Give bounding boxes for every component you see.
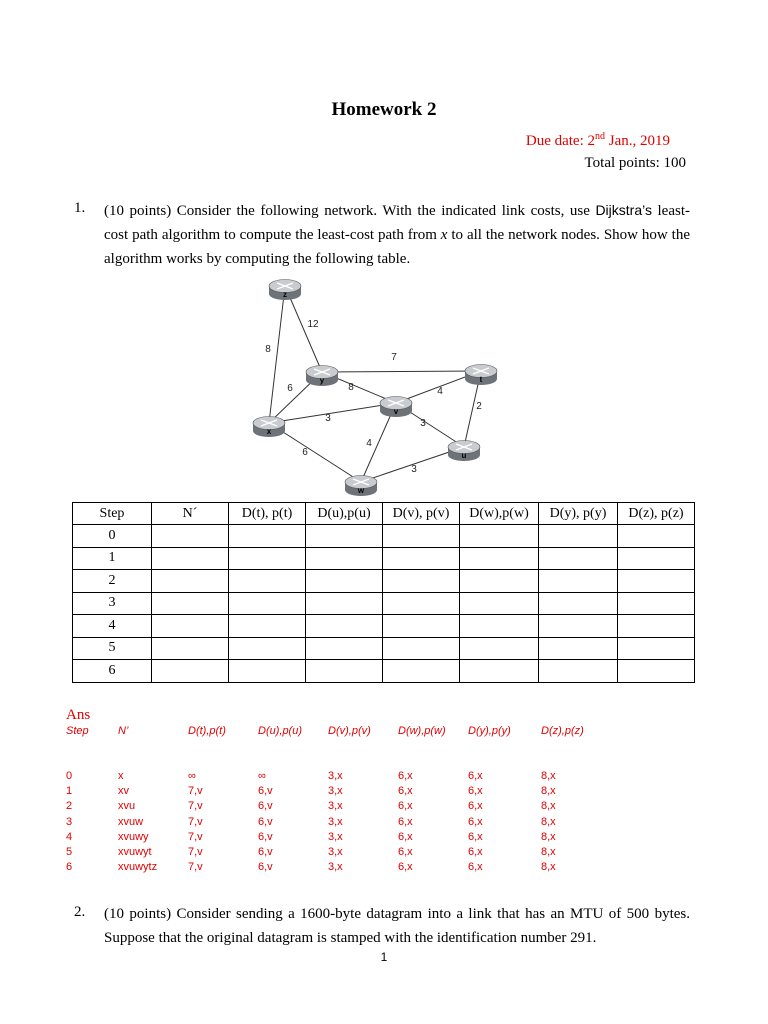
step-number-cell: 1 [73,547,152,570]
answer-cell: 8,x [541,830,556,843]
answer-cell: 8,x [541,785,556,798]
answer-cell: 3,x [328,846,343,858]
empty-cell [618,660,695,683]
answer-cell: 7,v [188,800,203,813]
link-cost-label: 3 [420,418,426,429]
empty-cell [383,615,460,638]
answer-header-cell: D(u),p(u) [258,725,303,737]
answer-cell: 7,v [188,815,203,828]
answer-cell: xvuw [118,815,144,828]
answer-label: Ans [66,707,91,723]
answer-cell: 3,x [328,861,343,874]
empty-cell [539,615,618,638]
empty-cell [306,637,383,660]
empty-cell [460,570,539,593]
page-number: 1 [380,950,388,964]
empty-cell [229,547,306,570]
router-icon-y [306,366,338,387]
answer-cell: 2 [66,800,73,813]
table-header-cell: D(y), p(y) [539,503,618,525]
node-label: y [319,376,325,385]
answer-header-cell: D(z),p(z) [541,725,584,737]
answer-cell: 6,x [468,861,483,874]
answer-cell: xvuwyt [118,846,152,858]
table-header-cell: D(z), p(z) [618,503,695,525]
link-cost-label: 8 [265,344,271,355]
answer-cell: 7,v [188,830,203,843]
answer-cell: 6,x [468,800,483,813]
empty-cell [152,547,229,570]
answer-cell: 8,x [541,815,556,828]
answer-cell: 7,v [188,861,203,874]
empty-cell [460,637,539,660]
node-label: v [393,407,399,416]
empty-cell [306,615,383,638]
empty-cell [618,570,695,593]
empty-cell [539,547,618,570]
node-label: t [479,375,483,384]
empty-cell [229,592,306,615]
node-label: w [357,486,365,495]
node-label: u [461,451,467,460]
link-cost-label: 4 [366,438,372,449]
empty-cell [460,660,539,683]
link-cost-label: 4 [437,386,443,397]
empty-cell [539,525,618,548]
answer-cell: 5 [66,846,73,858]
link-cost-label: 8 [348,382,354,393]
table-header-cell: D(w),p(w) [460,503,539,525]
table-row [73,547,695,570]
link-cost-label: 3 [325,413,331,424]
empty-cell [618,637,695,660]
empty-cell [383,637,460,660]
question-1-text: (10 points) Consider the following network. With the indicated link costs, use Dijkstra’s least-cost path algorithm to compute the least-cost path from x to all the network nodes. Show how the algorithm works by computing the following table. [104,202,690,267]
link-cost-label: 3 [411,464,417,475]
answer-cell: 7,v [188,785,203,798]
answer-cell: 6,v [258,785,273,798]
answer-cell: 6,v [258,830,273,843]
table-row [73,660,695,683]
empty-cell [383,592,460,615]
answer-header-cell: N’ [118,725,129,737]
answer-cell: 6,x [398,785,413,798]
router-icon-u [448,441,480,462]
link-cost-label: 6 [302,447,308,458]
answer-cell: 6,x [468,846,483,858]
empty-cell [306,592,383,615]
answer-cell: 1 [66,785,73,798]
answer-cell: 3 [66,815,73,828]
answer-cell: 6,v [258,846,273,858]
empty-cell [229,637,306,660]
step-number-cell: 3 [73,592,152,615]
step-number-cell: 6 [73,660,152,683]
empty-cell [539,570,618,593]
empty-cell [152,637,229,660]
link-cost-label: 2 [476,401,482,412]
table-header-cell: D(u),p(u) [306,503,383,525]
question-2-number: 2. [74,904,86,920]
router-icon-w [345,476,377,497]
table-header-cell: D(v), p(v) [383,503,460,525]
empty-cell [229,660,306,683]
answer-cell: xvu [118,800,136,813]
empty-cell [306,525,383,548]
link-cost-label: 12 [307,319,319,330]
node-label: z [283,290,287,299]
link-y-t [322,371,481,372]
answer-header-cell: D(v),p(v) [328,725,371,737]
router-icon-t [465,365,497,386]
table-header-row [73,503,695,525]
empty-cell [152,660,229,683]
answer-cell: 6,x [398,770,413,782]
step-number-cell: 4 [73,615,152,638]
answer-header-cell: D(w),p(w) [398,725,446,737]
answer-cell: 6 [66,861,73,874]
answer-cell: 7,v [188,846,203,858]
answer-header-cell: Step [66,725,89,737]
answer-cell: ∞ [188,770,196,782]
empty-cell [306,660,383,683]
answer-cell: xvuwytz [118,861,158,874]
table-header-cell: N´ [152,503,229,525]
link-x-v [269,403,396,423]
empty-cell [229,525,306,548]
page-title: Homework 2 [331,99,437,120]
empty-cell [460,592,539,615]
answer-cell: 6,v [258,800,273,813]
answer-cell: xv [118,785,129,798]
empty-cell [383,570,460,593]
answer-cell: 3,x [328,785,343,798]
empty-cell [229,615,306,638]
table-row [73,592,695,615]
router-icon-z [269,280,301,301]
empty-cell [152,615,229,638]
table-row [73,525,695,548]
network-diagram [240,270,540,500]
total-points: Total points: 100 [584,155,686,171]
question-2-text: (10 points) Consider sending a 1600-byte datagram into a link that has an MTU of 500 bytes. Suppose that the original datagram is stamped with the identification number 291. [104,906,690,946]
answer-cell: 6,x [468,770,483,782]
dijkstra-table [72,502,695,683]
due-date: Due date: 2nd Jan., 2019 [525,131,670,149]
table-row [73,615,695,638]
answer-header-cell: D(t),p(t) [188,725,226,737]
table-header-cell: Step [73,503,152,525]
link-z-x [269,286,285,423]
empty-cell [460,547,539,570]
answer-cell: 6,x [398,815,413,828]
empty-cell [460,615,539,638]
answer-cell: 6,x [398,800,413,813]
answer-header-cell: D(y),p(y) [468,725,511,737]
answer-cell: 6,x [468,815,483,828]
link-cost-label: 6 [287,383,293,394]
answer-cell: 3,x [328,800,343,813]
answer-cell: 6,x [468,830,483,843]
empty-cell [460,525,539,548]
answer-cell: 4 [66,830,73,843]
router-icon-v [380,397,412,418]
empty-cell [152,592,229,615]
answer-cell: ∞ [258,770,266,782]
empty-cell [152,525,229,548]
step-number-cell: 0 [73,525,152,548]
table-row [73,570,695,593]
node-label: x [266,427,272,436]
answer-cell: 6,x [398,846,413,858]
empty-cell [383,547,460,570]
answer-cell: 6,x [468,785,483,798]
answer-cell: 8,x [541,770,556,782]
empty-cell [618,525,695,548]
empty-cell [152,570,229,593]
answer-cell: 6,x [398,861,413,874]
table-row [73,637,695,660]
answer-cell: 0 [66,770,73,782]
step-number-cell: 2 [73,570,152,593]
question-1-number: 1. [74,200,86,216]
empty-cell [229,570,306,593]
empty-cell [539,592,618,615]
empty-cell [618,615,695,638]
empty-cell [306,570,383,593]
answer-cell: 3,x [328,815,343,828]
answer-cell: 6,x [398,830,413,843]
empty-cell [539,637,618,660]
empty-cell [383,525,460,548]
answer-cell: 3,x [328,770,343,782]
empty-cell [383,660,460,683]
answer-cell: xvuwy [118,830,149,843]
answer-cell: 6,v [258,861,273,874]
empty-cell [306,547,383,570]
router-icon-x [253,417,285,438]
answer-cell: 3,x [328,830,343,843]
answer-cell: 8,x [541,861,556,874]
answer-cell: 6,v [258,815,273,828]
empty-cell [618,592,695,615]
answer-cell: 8,x [541,846,556,858]
answer-cell: x [118,770,124,782]
step-number-cell: 5 [73,637,152,660]
empty-cell [539,660,618,683]
answer-cell: 8,x [541,800,556,813]
link-cost-label: 7 [391,352,397,363]
table-header-cell: D(t), p(t) [229,503,306,525]
empty-cell [618,547,695,570]
